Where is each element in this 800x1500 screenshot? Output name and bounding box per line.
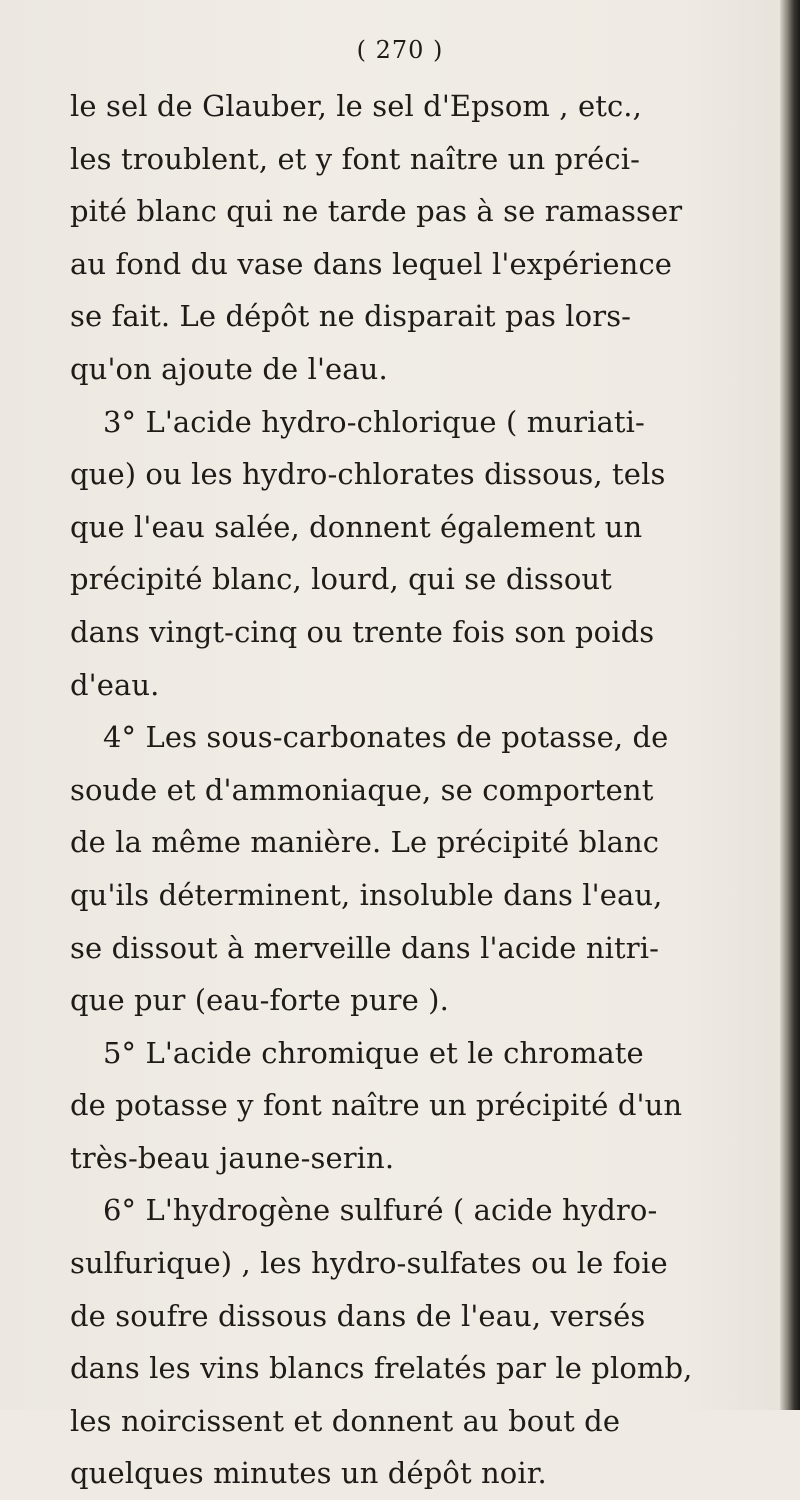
text-line-1: le sel de Glauber, le sel d'Epsom , etc., <box>70 89 642 123</box>
text-line-16: qu'ils déterminent, insoluble dans l'eau, <box>70 877 663 912</box>
text-line-4: au fond du vase dans lequel l'expérience <box>70 246 673 281</box>
paragraph-6-first-line: 6° L'hydrogène sulfuré ( acide hydro- <box>103 1193 658 1228</box>
text-line-3: pité blanc qui ne tarde pas à se ramasser <box>70 194 683 229</box>
text-line-9: que l'eau salée, donnent également un <box>70 509 643 544</box>
text-line-8: que) ou les hydro-chlorates dissous, tels <box>70 457 666 492</box>
page-number-header: ( 270 ) <box>356 36 444 64</box>
text-line-5: se fait. Le dépôt ne disparait pas lors- <box>70 299 632 334</box>
text-line-14: soude et d'ammoniaque, se comportent <box>70 772 654 807</box>
paragraph-5-first-line: 5° L'acide chromique et le chromate <box>103 1035 644 1070</box>
text-line-26: les noircissent et donnent au bout de <box>70 1403 621 1438</box>
text-line-15: de la même manière. Le précipité blanc <box>70 825 660 860</box>
text-line-25: dans les vins blancs frelatés par le plomb, <box>70 1351 693 1386</box>
page-edge-shadow <box>780 0 800 1410</box>
paragraph-4-first-line: 4° Les sous-carbonates de potasse, de <box>103 720 669 755</box>
paragraph-3-first-line: 3° L'acide hydro-chlorique ( muriati- <box>103 404 645 439</box>
text-line-10: précipité blanc, lourd, qui se dissout <box>70 562 612 597</box>
text-line-11: dans vingt-cinq ou trente fois son poids <box>70 614 655 649</box>
text-line-24: de soufre dissous dans de l'eau, versés <box>70 1298 646 1333</box>
text-line-6: qu'on ajoute de l'eau. <box>70 351 388 386</box>
text-line-17: se dissout à merveille dans l'acide nitri- <box>70 930 660 965</box>
text-line-21: très-beau jaune-serin. <box>70 1140 395 1175</box>
text-line-27: quelques minutes un dépôt noir. <box>70 1456 547 1491</box>
text-line-12: d'eau. <box>70 667 160 702</box>
page-text-block <box>70 80 770 1500</box>
text-line-18: que pur (eau-forte pure ). <box>70 983 449 1018</box>
text-line-2: les troublent, et y font naître un préci- <box>70 141 641 176</box>
text-line-23: sulfurique) , les hydro-sulfates ou le foie <box>70 1246 668 1281</box>
text-line-20: de potasse y font naître un précipité d'un <box>70 1088 683 1123</box>
